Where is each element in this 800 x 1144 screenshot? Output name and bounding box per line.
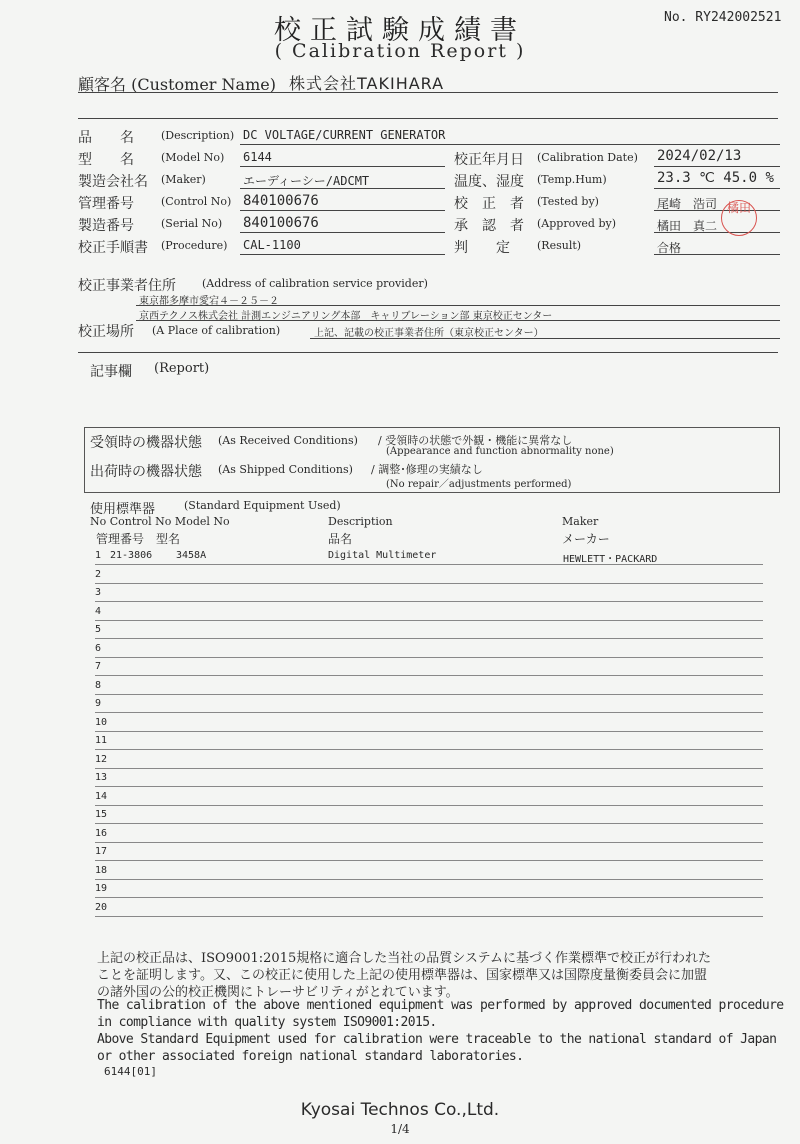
- result-value: 合格: [657, 241, 682, 255]
- row-number: 7: [95, 661, 102, 672]
- col-header-en-2: Description: [328, 515, 393, 528]
- table-row: [95, 620, 763, 621]
- description-label-en: (Description): [161, 129, 235, 142]
- shipped-label-jp: 出荷時の機器状態: [90, 464, 202, 480]
- model-label-en: (Model No): [161, 151, 225, 164]
- control-underline: [240, 210, 445, 211]
- company-name: Kyosai Technos Co.,Ltd.: [300, 1100, 500, 1120]
- table-row: [95, 916, 763, 917]
- row-number: 9: [95, 698, 102, 709]
- col-header-jp-1: 管理番号 型名: [96, 532, 181, 546]
- model-value: 6144: [243, 150, 272, 164]
- description-label-jp: 品 名: [78, 130, 134, 146]
- footer-jp-line1: 上記の校正品は、ISO9001:2015規格に適合した当社の品質システムに基づく作業標準で校正が行われた: [97, 951, 711, 966]
- approved-value: 橘田 真二: [657, 219, 718, 233]
- table-row: [95, 805, 763, 806]
- customer-name: 株式会社TAKIHARA: [289, 74, 445, 93]
- row-number: 12: [95, 754, 108, 765]
- shipped-value-en: (No repair／adjustments performed): [386, 479, 572, 490]
- row-number: 3: [95, 587, 102, 598]
- table-row: [95, 638, 763, 639]
- footer-en-line1: The calibration of the above mentioned equipment was performed by approved documented procedure: [97, 998, 784, 1013]
- table-row: [95, 583, 763, 584]
- table-row: [95, 879, 763, 880]
- temp-label-jp: 温度、湿度: [454, 174, 524, 190]
- serial-label-jp: 製造番号: [78, 218, 134, 234]
- table-row: [95, 657, 763, 658]
- footer-jp-line2: ことを証明します。又、この校正に使用した上記の使用標準器は、国家標準又は国際度量衡委員会に加盟: [97, 968, 707, 983]
- tested-underline: [654, 210, 780, 211]
- equipment-label-jp: 使用標準器: [90, 502, 156, 517]
- col-header-en-1: No Control No Model No: [90, 515, 230, 528]
- row-number: 4: [95, 606, 102, 617]
- procedure-label-en: (Procedure): [161, 239, 228, 252]
- document-number: No. RY242002521: [664, 10, 782, 25]
- report-label-jp: 記事欄: [90, 364, 132, 380]
- row-maker: HEWLETT・PACKARD: [563, 554, 658, 565]
- control-value: 840100676: [243, 193, 319, 209]
- tested-value: 尾崎 浩司: [657, 197, 718, 211]
- row-number: 19: [95, 883, 108, 894]
- row-number: 5: [95, 624, 102, 635]
- approval-seal: 橘田: [721, 200, 757, 236]
- shipped-value-jp: / 調整･修理の実績なし: [371, 463, 483, 476]
- maker-value: エーディーシー/ADCMT: [243, 174, 370, 188]
- control-label-jp: 管理番号: [78, 196, 134, 212]
- model-underline: [240, 166, 445, 167]
- address-line1: 東京都多摩市愛宕４－２５－２: [139, 296, 279, 307]
- temp-label-en: (Temp.Hum): [537, 173, 607, 186]
- row-number: 20: [95, 902, 108, 913]
- control-label-en: (Control No): [161, 195, 232, 208]
- row-number: 11: [95, 735, 108, 746]
- model-label-jp: 型 名: [78, 152, 134, 168]
- approved-underline: [654, 232, 780, 233]
- cal-date-value: 2024/02/13: [657, 148, 742, 164]
- row-number: 1: [95, 550, 102, 561]
- row-number: 16: [95, 828, 108, 839]
- approved-label-en: (Approved by): [537, 217, 617, 230]
- col-header-jp-3: メーカー: [562, 532, 610, 546]
- footer-en-line2: in compliance with quality system ISO9001:2015.: [97, 1015, 437, 1030]
- description-value: DC VOLTAGE/CURRENT GENERATOR: [243, 128, 446, 142]
- document-subtitle: ( Calibration Report ): [274, 40, 526, 62]
- received-label-en: (As Received Conditions): [218, 434, 358, 447]
- row-number: 17: [95, 846, 108, 857]
- document-title: 校正試験成績書: [274, 15, 526, 46]
- place-underline: [310, 338, 780, 339]
- row-number: 10: [95, 717, 108, 728]
- table-row: [95, 749, 763, 750]
- row-number: 18: [95, 865, 108, 876]
- report-label-en: (Report): [154, 361, 210, 376]
- section-divider: [78, 118, 778, 119]
- maker-label-jp: 製造会社名: [78, 174, 148, 190]
- address-label-en: (Address of calibration service provider): [202, 277, 428, 290]
- table-row: [95, 601, 763, 602]
- address-line2-underline: [136, 320, 780, 321]
- col-header-en-3: Maker: [562, 515, 599, 528]
- place-value: 上記、記載の校正事業者住所（東京校正センター）: [314, 328, 544, 339]
- table-row: [95, 694, 763, 695]
- result-underline: [654, 254, 780, 255]
- received-value-en: (Appearance and function abnormality none): [386, 446, 614, 457]
- table-row: [95, 897, 763, 898]
- result-label-en: (Result): [537, 239, 582, 252]
- temp-value: 23.3 ℃ 45.0 %: [657, 170, 774, 186]
- section-divider-2: [78, 352, 778, 353]
- table-row: [95, 675, 763, 676]
- result-label-jp: 判 定: [454, 240, 510, 256]
- row-number: 8: [95, 680, 102, 691]
- tested-label-en: (Tested by): [537, 195, 599, 208]
- maker-label-en: (Maker): [161, 173, 206, 186]
- procedure-value: CAL-1100: [243, 238, 301, 252]
- row-number: 6: [95, 643, 102, 654]
- procedure-underline: [240, 254, 445, 255]
- page-number: 1/4: [390, 1122, 410, 1136]
- row-number: 14: [95, 791, 108, 802]
- cal-date-label-en: (Calibration Date): [537, 151, 638, 164]
- row-number: 13: [95, 772, 108, 783]
- serial-label-en: (Serial No): [161, 217, 223, 230]
- address-line2: 京西テクノス株式会社 計測エンジニアリング本部 キャリブレーション部 東京校正センター: [139, 311, 553, 322]
- cal-date-label-jp: 校正年月日: [454, 152, 524, 168]
- table-row: [95, 768, 763, 769]
- form-code: 6144[01]: [104, 1065, 157, 1078]
- customer-label: 顧客名 (Customer Name): [78, 75, 276, 94]
- place-label-en: (A Place of calibration): [152, 324, 281, 337]
- description-underline: [240, 144, 780, 145]
- row-control: 21-3806: [110, 550, 153, 561]
- place-label-jp: 校正場所: [78, 324, 134, 340]
- table-row: [95, 842, 763, 843]
- table-row: [95, 731, 763, 732]
- row-number: 15: [95, 809, 108, 820]
- shipped-label-en: (As Shipped Conditions): [218, 463, 353, 476]
- footer-en-line4: or other associated foreign national standard laboratories.: [97, 1049, 524, 1064]
- serial-value: 840100676: [243, 215, 319, 231]
- table-row: [95, 786, 763, 787]
- customer-underline: [78, 92, 778, 93]
- row-model: 3458A: [176, 550, 207, 561]
- serial-underline: [240, 232, 445, 233]
- temp-underline: [654, 188, 780, 189]
- tested-label-jp: 校 正 者: [454, 196, 524, 212]
- received-value-jp: / 受領時の状態で外観・機能に異常なし: [378, 434, 573, 447]
- row-number: 2: [95, 569, 102, 580]
- table-row: [95, 823, 763, 824]
- footer-en-line3: Above Standard Equipment used for calibration were traceable to the national standard of Japan: [97, 1032, 777, 1047]
- procedure-label-jp: 校正手順書: [78, 240, 148, 256]
- approved-label-jp: 承 認 者: [454, 218, 524, 234]
- row-description: Digital Multimeter: [328, 550, 437, 561]
- equipment-label-en: (Standard Equipment Used): [184, 499, 341, 512]
- address-line1-underline: [136, 305, 780, 306]
- table-row: [95, 712, 763, 713]
- table-row: [95, 564, 763, 565]
- footer-jp-line3: の諸外国の公的校正機関にトレーサビリティがとれています。: [97, 985, 459, 1000]
- maker-underline: [240, 188, 445, 189]
- received-label-jp: 受領時の機器状態: [90, 435, 202, 451]
- table-row: [95, 860, 763, 861]
- col-header-jp-2: 品名: [328, 532, 353, 546]
- address-label-jp: 校正事業者住所: [78, 278, 176, 294]
- cal-date-underline: [654, 166, 780, 167]
